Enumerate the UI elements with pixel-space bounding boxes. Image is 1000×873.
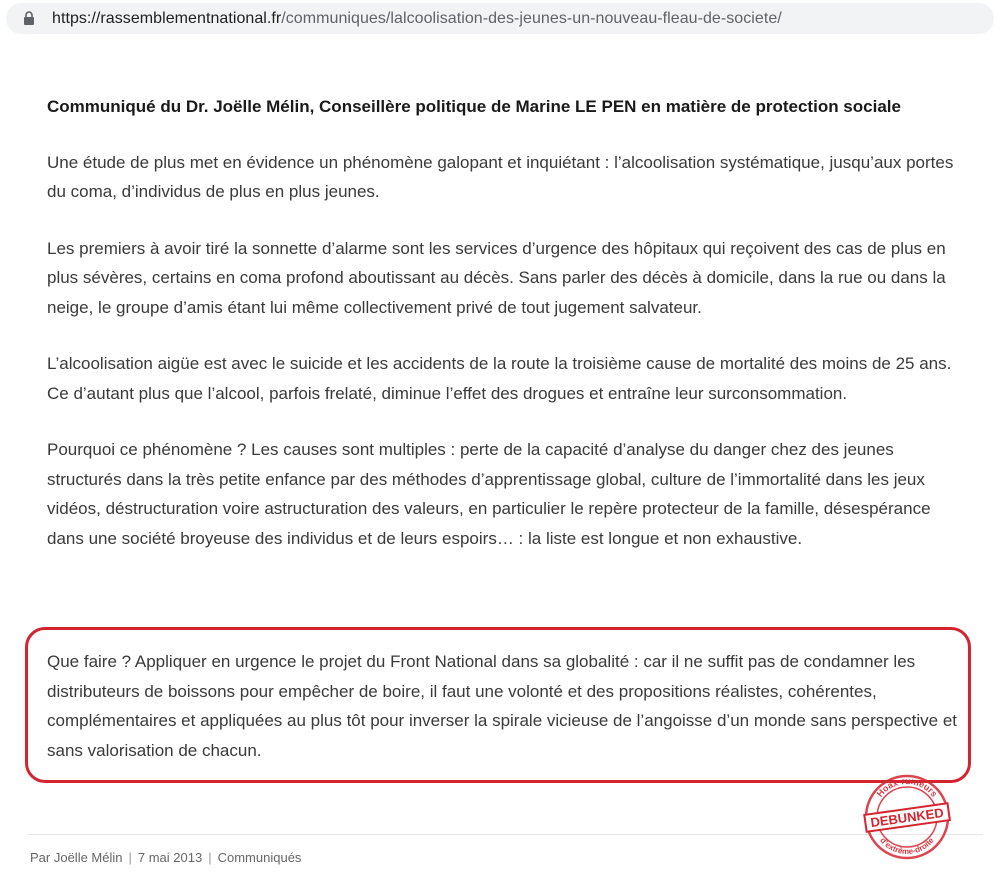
- footer-divider: [28, 834, 983, 835]
- address-bar[interactable]: [6, 3, 994, 34]
- stamp-top-text: Hoax·rumeurs: [874, 775, 940, 799]
- stamp-bottom-text: d’extrême-droite: [878, 835, 936, 857]
- url-path: /communiques/lalcoolisation-des-jeunes-un-nouveau-fleau-de-societe/: [281, 10, 782, 27]
- article-paragraph: Les premiers à avoir tiré la sonnette d’alarme sont les services d’urgence des hôpitaux qui reçoivent des cas de plus en plus sévères, certains en coma profond aboutissant au décès. Sans parler des décès à domicile, dans la rue ou dans la neige, le groupe d’amis étant lui même collectivement privé de tout jugement salvateur.: [47, 238, 946, 317]
- author-link[interactable]: Par Joëlle Mélin: [30, 850, 123, 865]
- category-link[interactable]: Communiqués: [217, 850, 302, 865]
- publish-date: 7 mai 2013: [137, 850, 203, 865]
- url-text[interactable]: [52, 10, 782, 28]
- article-meta: [30, 850, 301, 865]
- debunked-stamp: [859, 772, 955, 862]
- lock-icon: [23, 11, 35, 25]
- article-paragraph: Une étude de plus met en évidence un phénomène galopant et inquiétant : l’alcoolisation systématique, jusqu’aux portes du coma, d’individus de plus en plus jeunes.: [47, 152, 954, 201]
- article-body: [47, 92, 967, 580]
- article-paragraph: Pourquoi ce phénomène ? Les causes sont multiples : perte de la capacité d’analyse du danger chez des jeunes structurés dans la très petite enfance par des méthodes d’apprentissage global, culture de l’immortalité dans les jeux vidéos, déstructuration voire astructuration des valeurs, en particulier le repère protecteur de la famille, désespérance dans une société broyeuse des individus et de leurs espoirs… : la liste est longue et non exhaustive.: [47, 440, 931, 548]
- meta-separator: |: [128, 850, 132, 865]
- article-paragraph: Que faire ? Appliquer en urgence le projet du Front National dans sa globalité : car il ne suffit pas de condamner les distributeurs de boissons pour empêcher de boire, il faut une volonté et des propositions réalistes, cohérentes, complémentaires et appliquées au plus tôt pour inverser la spirale vicieuse de l’angoisse d’un monde sans perspective et sans valorisation de chacun.: [47, 652, 958, 760]
- highlighted-paragraph: [47, 647, 967, 765]
- stamp-center-text: DEBUNKED: [869, 804, 945, 831]
- article-paragraph: L’alcoolisation aigüe est avec le suicide et les accidents de la route la troisième cause de mortalité des moins de 25 ans. Ce d’autant plus que l’alcool, parfois frelaté, diminue l’effet des drogues et entraîne leur surconsommation.: [47, 354, 952, 403]
- url-domain: https://rassemblementnational.fr: [52, 10, 282, 27]
- meta-separator: |: [208, 850, 212, 865]
- article-heading: Communiqué du Dr. Joëlle Mélin, Conseillère politique de Marine LE PEN en matière de protection sociale: [47, 97, 901, 116]
